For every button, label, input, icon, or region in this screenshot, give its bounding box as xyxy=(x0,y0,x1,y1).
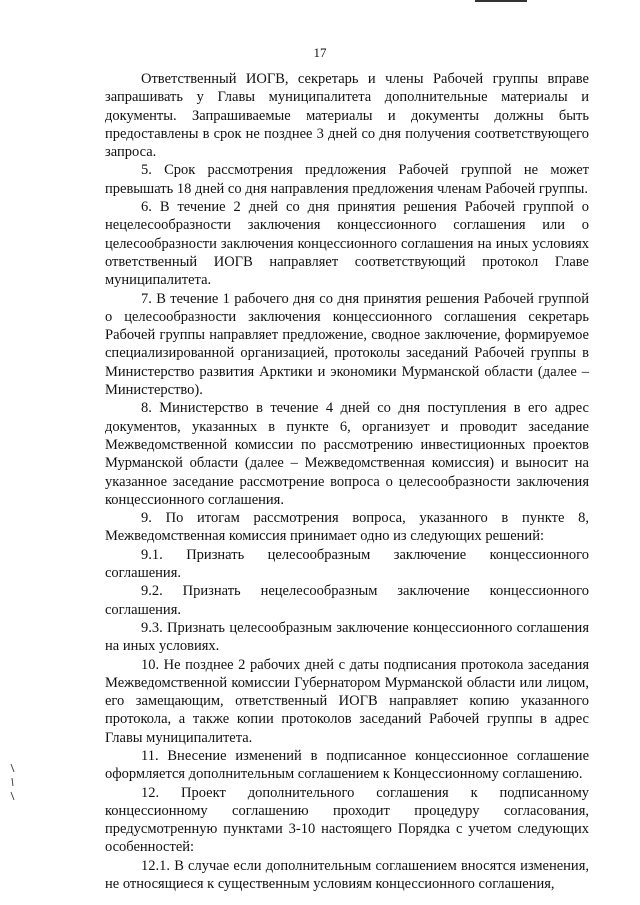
margin-scan-mark xyxy=(8,762,18,802)
paragraph-6: 6. В течение 2 дней со дня принятия решения Рабочей группой о нецелесообразности заключения концессионного соглашения или о целесообразности заключения концессионного соглашения на иных условиях ответственный ИОГВ направляет соответствующий протокол Главе муниципалитета. xyxy=(105,199,589,289)
paragraph-5: 5. Срок рассмотрения предложения Рабочей группой не может превышать 18 дней со дня направления предложения членам Рабочей группы. xyxy=(105,162,589,197)
paragraph-8: 8. Министерство в течение 4 дней со дня поступления в его адрес документов, указанных в пункте 6, организует и проводит заседание Межведомственной комиссии по рассмотрению инвестиционных проектов Мурманской области (далее – Межведомственная комиссия) и выносит на указанное заседание рассмотрение вопроса о целесообразности заключения концессионного соглашения. xyxy=(105,400,589,508)
paragraph-9-3: 9.3. Признать целесообразным заключение концессионного соглашения на иных условиях. xyxy=(105,619,589,655)
paragraph-continuation: Ответственный ИОГВ, секретарь и члены Рабочей группы вправе запрашивать у Главы муниципалитета дополнительные материалы и документы. Запрашиваемые материалы и документы должны быть предоставлены в срок не позднее 3 дней со дня получения соответствующего запроса. xyxy=(105,71,589,161)
paragraph-9-1: 9.1. Признать целесообразным заключение концессионного соглашения. xyxy=(105,546,589,582)
top-rule xyxy=(475,0,527,2)
paragraph-11: 11. Внесение изменений в подписанное концессионное соглашение оформляется дополнительным соглашением к Концессионному соглашению. xyxy=(105,747,589,783)
paragraph-12-1: 12.1. В случае если дополнительным соглашением вносятся изменения, не относящиеся к существенным условиям концессионного соглашения, xyxy=(105,857,589,893)
paragraph-10: 10. Не позднее 2 рабочих дней с даты подписания протокола заседания Межведомственной комиссии Губернатором Мурманской области или лицом, его замещающим, ответственный ИОГВ направляет копию указанного протокола, а также копии протоколов заседаний Рабочей группы в адрес Главы муниципалитета. xyxy=(105,656,589,746)
paragraph-9: 9. По итогам рассмотрения вопроса, указанного в пункте 8, Межведомственная комиссия принимает одно из следующих решений: xyxy=(105,510,589,545)
paragraph-9-2: 9.2. Признать нецелесообразным заключение концессионного соглашения. xyxy=(105,583,589,618)
document-body xyxy=(105,70,589,893)
page-number: 17 xyxy=(313,45,327,60)
paragraph-7: 7. В течение 1 рабочего дня со дня принятия решения Рабочей группой о целесообразности заключения концессионного соглашения секретарь Рабочей группы направляет предложение, сводное заключение, формируемое специализированной организацией, протоколы заседаний Рабочей группы в Министерство развития Арктики и экономики Мурманской области (далее – Министерство). xyxy=(105,290,589,399)
paragraph-12: 12. Проект дополнительного соглашения к подписанному концессионному соглашению проходит процедуру согласования, предусмотренную пунктами 3-10 настоящего Порядка с учетом следующих особенностей: xyxy=(105,784,589,856)
